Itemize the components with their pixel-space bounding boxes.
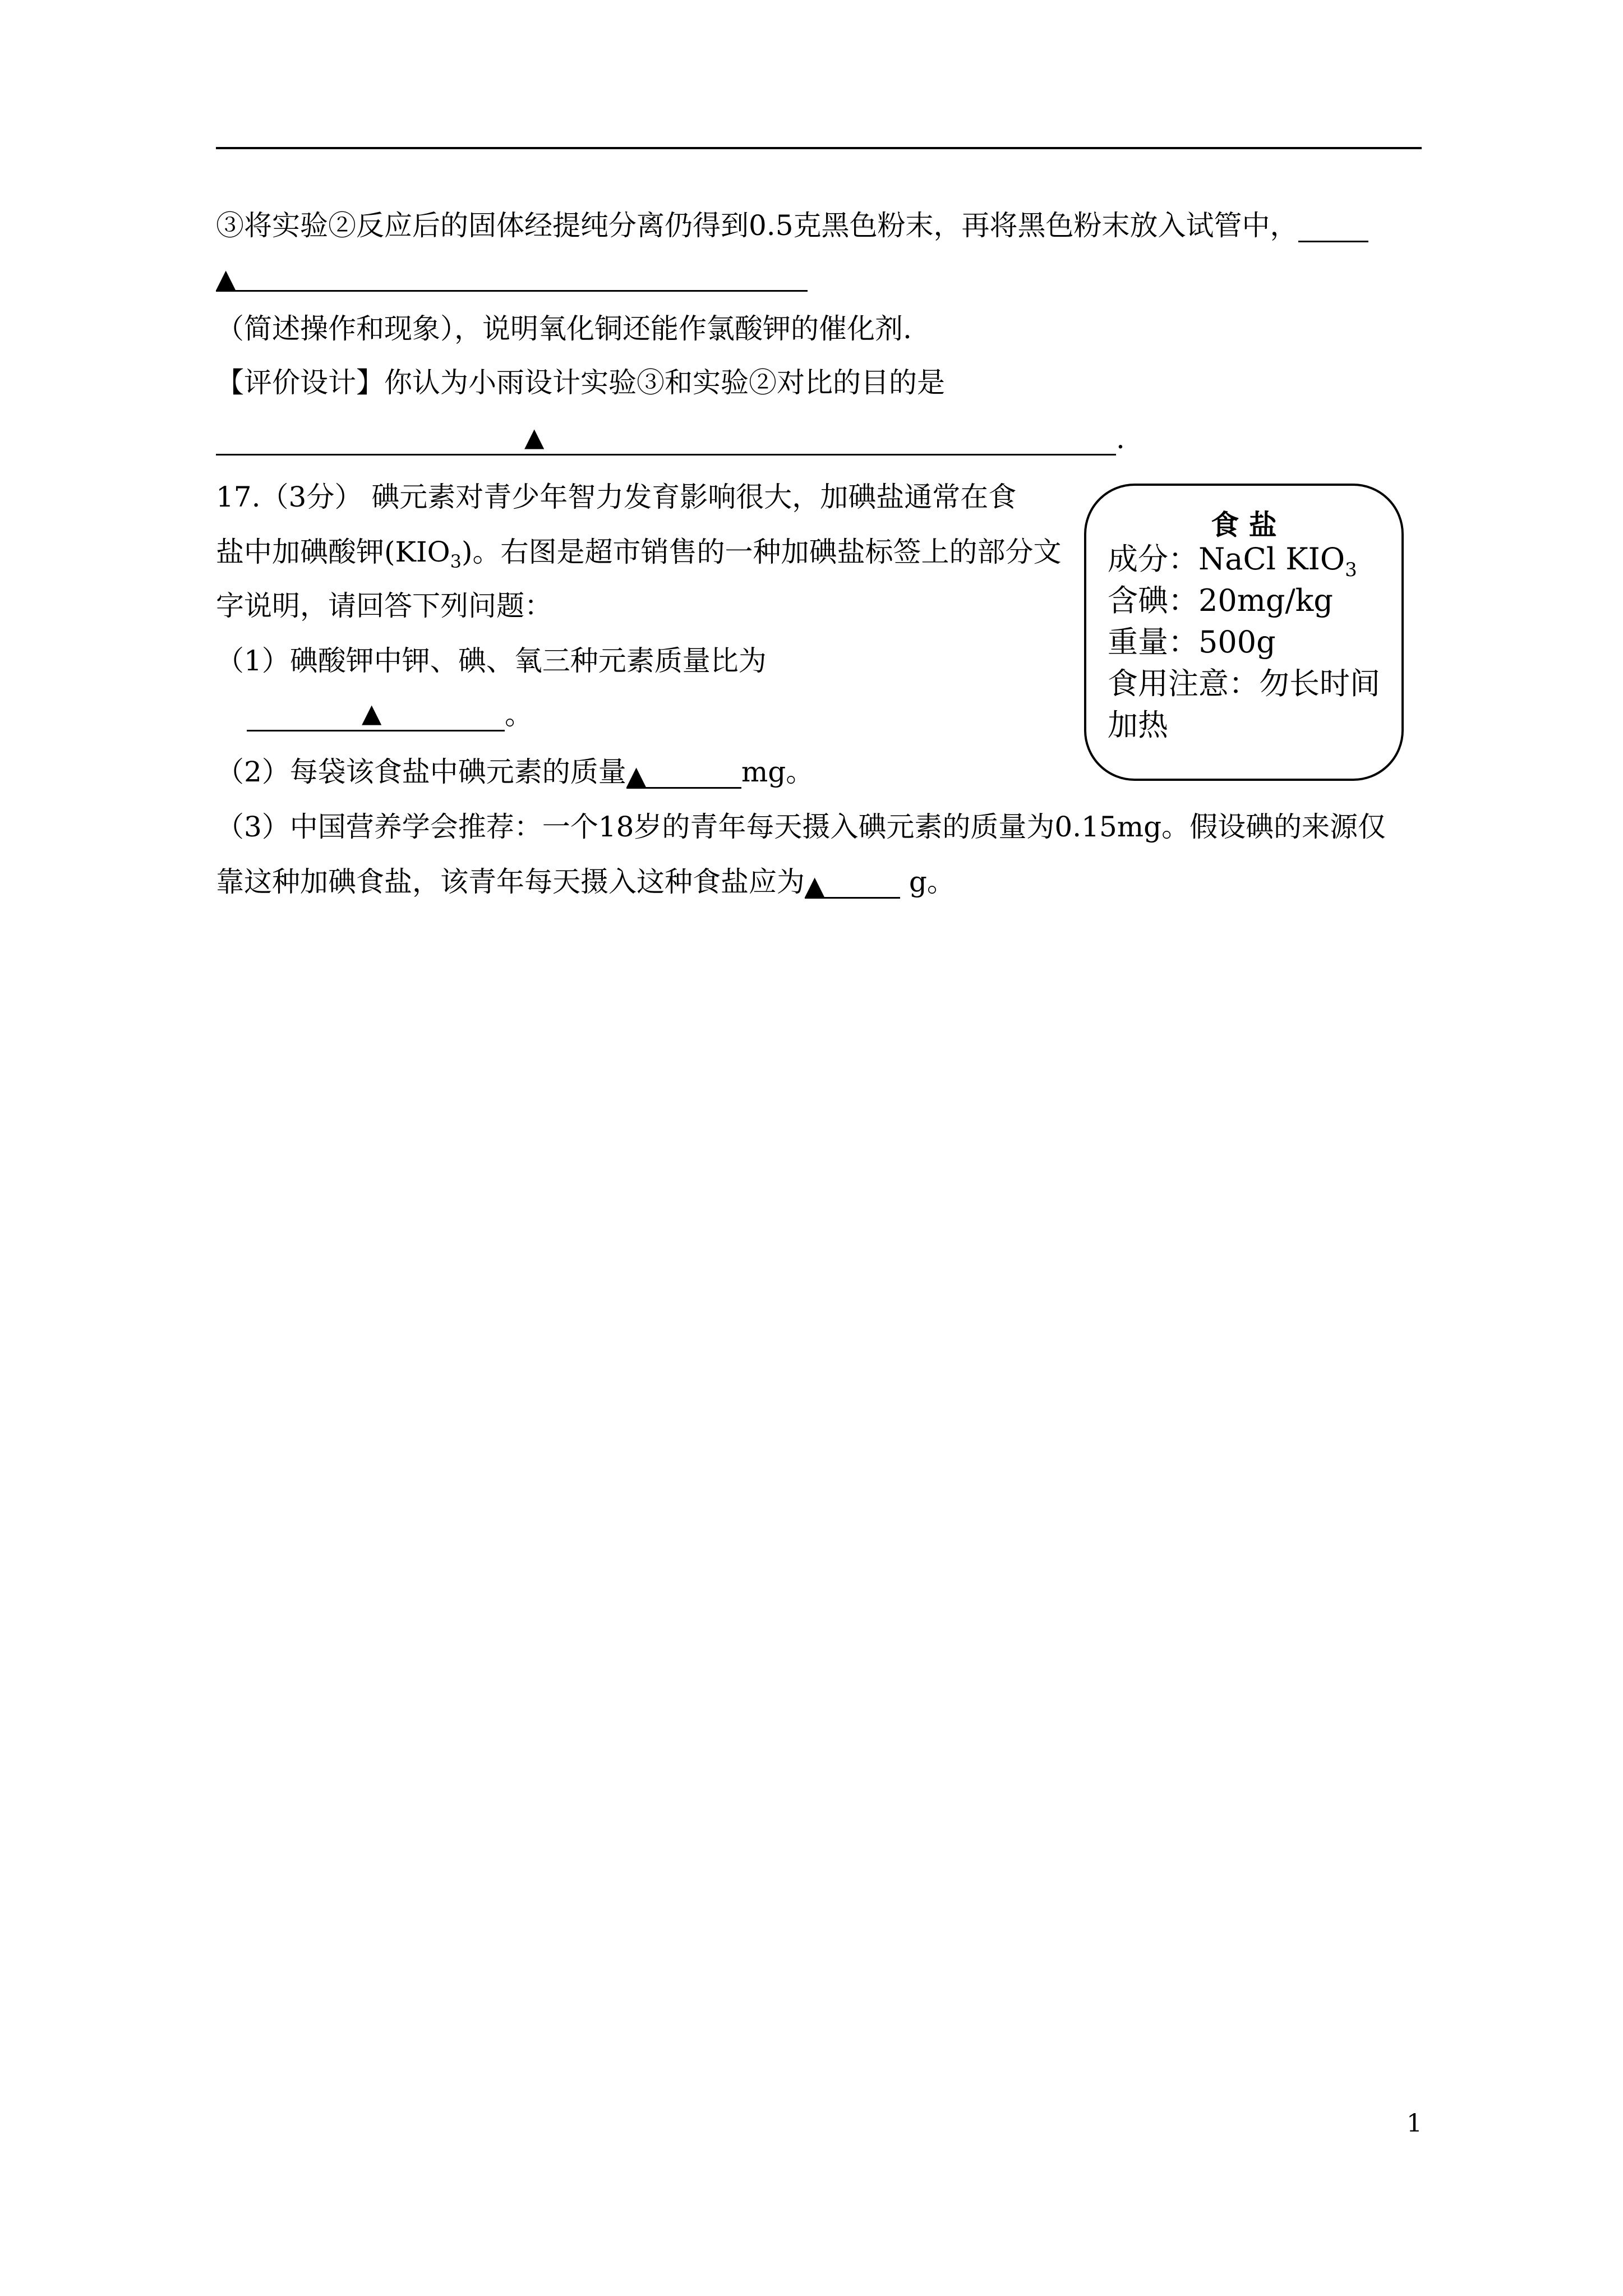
answer-blank[interactable] (805, 868, 900, 899)
header-rule (216, 147, 1422, 149)
q16-line3: （简述操作和现象），说明氧化铜还能作氯酸钾的催化剂. (216, 312, 912, 345)
answer-blank[interactable] (247, 698, 505, 731)
answer-triangle-icon: ▲ (216, 263, 236, 293)
page-number: 1 (1407, 2109, 1422, 2138)
answer-blank[interactable] (216, 261, 808, 292)
q17-line2a: 盐中加碘酸钾(KIO (216, 536, 450, 568)
salt-label-box (1084, 484, 1404, 781)
q17-line2-sub: 3 (450, 551, 462, 572)
salt-label-ingredients-text: 成分：NaCl KIO (1108, 541, 1345, 577)
salt-label-iodine: 含碘：20mg/kg (1108, 583, 1333, 618)
answer-triangle-icon: ▲ (805, 870, 825, 900)
q17-line1: 17.（3分） 碘元素对青少年智力发育影响很大，加碘盐通常在食 (216, 481, 1017, 513)
q17-line3: 字说明，请回答下列问题： (216, 590, 552, 622)
q17-part1: （1）碘酸钾中钾、碘、氧三种元素质量比为 (216, 645, 767, 677)
salt-label-note-line2: 加热 (1108, 707, 1168, 743)
answer-blank[interactable] (216, 422, 1116, 455)
q17-line2b: )。右图是超市销售的一种加碘盐标签上的部分文 (461, 536, 1062, 568)
answer-blank[interactable] (1298, 211, 1368, 242)
q17-part2 (216, 755, 814, 789)
answer-blank[interactable] (626, 758, 741, 789)
salt-label-note-line1: 食用注意：勿长时间 (1108, 666, 1380, 701)
q17-part2-text: （2）每袋该食盐中碘元素的质量 (216, 756, 626, 788)
q16-line5 (216, 422, 1125, 455)
salt-label-weight: 重量：500g (1108, 624, 1276, 660)
salt-label-title: 食 盐 (1211, 509, 1277, 541)
q16-end-period: . (1116, 422, 1125, 455)
q16-line1 (216, 209, 1368, 242)
q17-part1-end: 。 (505, 698, 533, 731)
q17-part2-unit: mg。 (741, 756, 814, 788)
q17-part3-text: 靠这种加碘食盐，该青年每天摄入这种食盐应为 (216, 866, 805, 898)
salt-label-ingredients-sub: 3 (1345, 558, 1357, 581)
answer-triangle-icon: ▲ (626, 760, 647, 790)
q17-part3-line2 (216, 865, 955, 899)
q17-part3-unit: g。 (900, 866, 955, 898)
q16-line2 (216, 258, 808, 292)
answer-triangle-icon: ▲ (524, 422, 545, 452)
answer-triangle-icon: ▲ (362, 698, 382, 728)
q17-line2 (216, 535, 1061, 578)
q16-line4: 【评价设计】你认为小雨设计实验③和实验②对比的目的是 (216, 366, 945, 399)
q17-part3-line1: （3）中国营养学会推荐：一个18岁的青年每天摄入碘元素的质量为0.15mg。假设碘的来源仅 (216, 811, 1386, 843)
q16-line1-text: ③将实验②反应后的固体经提纯分离仍得到0.5克黑色粉末，再将黑色粉末放入试管中， (216, 209, 1298, 242)
q17-part1-answer (247, 698, 533, 731)
